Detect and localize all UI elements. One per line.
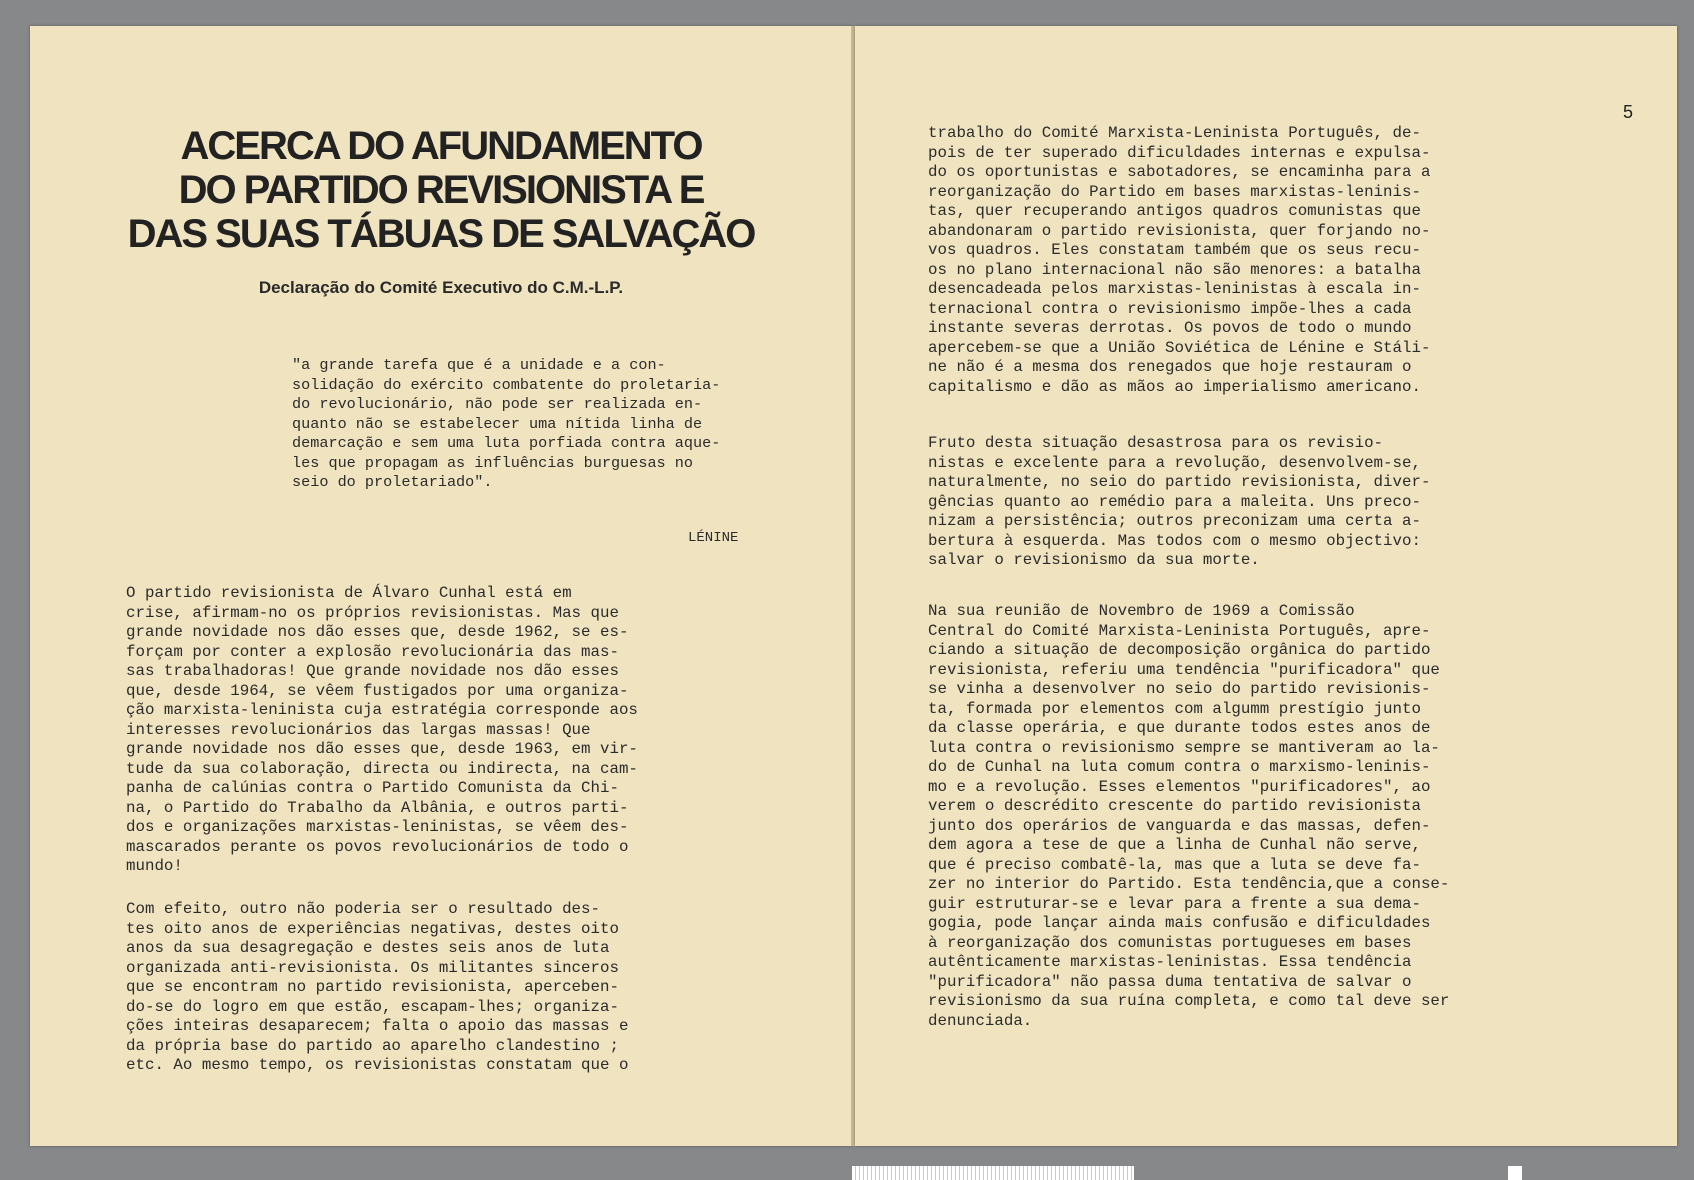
text-line: crise, afirmam-no os próprios revisionistas. Mas que xyxy=(126,603,619,622)
text-line: dos e organizações marxistas-leninistas, se vêem des- xyxy=(126,818,629,836)
text-line: apercebem-se que a União Soviética de Lénine e Stáli- xyxy=(928,338,1431,357)
text-line: mascarados perante os povos revolucionários de todo o xyxy=(126,837,629,856)
quote-line: quanto não se estabelecer uma nítida linha de xyxy=(292,414,703,433)
text-line: à reorganização dos comunistas portugueses em bases xyxy=(928,933,1412,952)
text-line: tas, quer recuperando antigos quadros comunistas que xyxy=(928,202,1421,220)
left-paragraph-1 xyxy=(126,584,638,877)
text-line: tes oito anos de experiências negativas, destes oito xyxy=(126,919,619,938)
text-line: capitalismo e dão as mãos ao imperialismo americano. xyxy=(928,377,1421,396)
text-line: forçam por conter a explosão revolucionária das mas- xyxy=(126,642,619,661)
text-line: instante severas derrotas. Os povos de todo o mundo xyxy=(928,319,1412,337)
text-line: luta contra o revisionismo sempre se mantiveram ao la- xyxy=(928,738,1440,757)
text-line: interesses revolucionários das largas massas! Que xyxy=(126,720,591,739)
text-line: naturalmente, no seio do partido revisionista, diver- xyxy=(928,473,1431,491)
quote-line: les que propagam as influências burguesas no xyxy=(292,453,694,472)
text-line: guir estruturar-se e levar para a frente a sua dema- xyxy=(928,894,1421,913)
article-title xyxy=(70,124,812,256)
epigraph-quote xyxy=(292,356,720,493)
quote-author: LÉNINE xyxy=(688,530,739,546)
text-line: grande novidade nos dão esses que, desde 1963, em vir- xyxy=(126,740,638,758)
text-line: grande novidade nos dão esses que, desde 1962, se es- xyxy=(126,623,629,641)
text-line: bertura à esquerda. Mas todos com o mesmo objectivo: xyxy=(928,531,1421,550)
text-line: que é preciso combatê-la, mas que a luta se deve fa- xyxy=(928,855,1421,874)
text-line: autênticamente marxistas-leninistas. Essa tendência xyxy=(928,953,1412,971)
text-line: vos quadros. Eles constatam também que os seus recu- xyxy=(928,241,1421,259)
text-line: revisionista, referiu uma tendência "purificadora" que xyxy=(928,660,1440,679)
left-paragraph-2 xyxy=(126,900,628,1076)
text-line: ternacional contra o revisionismo impõe-lhes a cada xyxy=(928,299,1412,318)
quote-line: "a grande tarefa que é a unidade e a con- xyxy=(292,356,666,374)
text-line: reorganização do Partido em bases marxistas-leninis- xyxy=(928,182,1421,201)
text-line: mundo! xyxy=(126,857,183,875)
text-line: que se encontram no partido revisionista, aperceben- xyxy=(126,978,619,996)
text-line: panha de calúnias contra o Partido Comunista da Chi- xyxy=(126,779,619,797)
title-line: DO PARTIDO REVISIONISTA E xyxy=(178,168,704,212)
text-line: revisionismo da sua ruína completa, e como tal deve ser xyxy=(928,992,1450,1010)
text-line: sas trabalhadoras! Que grande novidade nos dão esses xyxy=(126,662,619,680)
text-line: mo e a revolução. Esses elementos "purificadores", ao xyxy=(928,777,1431,796)
title-line: DAS SUAS TÁBUAS DE SALVAÇÃO xyxy=(127,212,755,256)
right-paragraph-2 xyxy=(928,434,1430,571)
text-line: nistas e excelente para a revolução, desenvolvem-se, xyxy=(928,453,1421,472)
title-line: ACERCA DO AFUNDAMENTO xyxy=(180,124,702,168)
text-line: se vinha a desenvolver no seio do partido revisionis- xyxy=(928,680,1431,698)
text-line: gogia, pode lançar ainda mais confusão e dificuldades xyxy=(928,914,1431,932)
quote-line: solidação do exército combatente do proletaria- xyxy=(292,375,721,394)
page-number: 5 xyxy=(1623,102,1634,122)
text-line: gências quanto ao remédio para a maleita. Uns preco- xyxy=(928,492,1421,511)
text-line: organizada anti-revisionista. Os militantes sinceros xyxy=(126,958,619,977)
text-line: trabalho do Comité Marxista-Leninista Português, de- xyxy=(928,124,1421,142)
text-line: do de Cunhal na luta comum contra o marxismo-leninis- xyxy=(928,758,1431,776)
right-paragraph-3 xyxy=(928,602,1449,1031)
text-line: junto dos operários de vanguarda e das massas, defen- xyxy=(928,816,1431,835)
text-line: salvar o revisionismo da sua morte. xyxy=(928,551,1260,569)
quote-line: demarcação e sem uma luta porfiada contra aque- xyxy=(292,434,721,452)
text-line: abandonaram o partido revisionista, quer forjando no- xyxy=(928,221,1431,240)
text-line: ciando a situação de decomposição orgânica do partido xyxy=(928,641,1431,659)
text-line: O partido revisionista de Álvaro Cunhal está em xyxy=(126,584,572,602)
text-line: zer no interior do Partido. Esta tendência,que a conse- xyxy=(928,875,1450,893)
text-line: os no plano internacional não são menores: a batalha xyxy=(928,260,1421,279)
text-line: ne não é a mesma dos renegados que hoje restauram o xyxy=(928,358,1412,376)
text-line: na, o Partido do Trabalho da Albânia, e outros parti- xyxy=(126,798,629,817)
article-subtitle: Declaração do Comité Executivo do C.M.-L.P. xyxy=(258,278,624,297)
scale-ruler xyxy=(852,1166,1134,1180)
text-line: Na sua reunião de Novembro de 1969 a Comissão xyxy=(928,602,1355,620)
text-line: ta, formada por elementos com algumm prestígio junto xyxy=(928,699,1421,718)
text-line: verem o descrédito crescente do partido revisionista xyxy=(928,797,1421,815)
quote-line: seio do proletariado". xyxy=(292,473,493,491)
text-line: "purificadora" não passa duma tentativa de salvar o xyxy=(928,972,1412,991)
right-page xyxy=(855,26,1677,1146)
text-line: anos da sua desagregação e destes seis anos de luta xyxy=(126,939,610,957)
quote-line: do revolucionário, não pode ser realizada en- xyxy=(292,395,703,413)
text-line: etc. Ao mesmo tempo, os revisionistas constatam que o xyxy=(126,1056,629,1074)
right-paragraph-1 xyxy=(928,124,1430,397)
text-line: que, desde 1964, se vêem fustigados por uma organiza- xyxy=(126,681,629,700)
text-line: do-se do logro em que estão, escapam-lhes; organiza- xyxy=(126,997,619,1016)
text-line: Fruto desta situação desastrosa para os revisio- xyxy=(928,434,1384,452)
left-page xyxy=(30,26,852,1146)
text-line: Com efeito, outro não poderia ser o resultado des- xyxy=(126,900,600,918)
text-line: tude da sua colaboração, directa ou indirecta, na cam- xyxy=(126,759,638,778)
text-line: pois de ter superado dificuldades internas e expulsa- xyxy=(928,143,1431,162)
text-line: Central do Comité Marxista-Leninista Português, apre- xyxy=(928,621,1431,640)
text-line: nizam a persistência; outros preconizam uma certa a- xyxy=(928,512,1421,530)
text-line: ções inteiras desaparecem; falta o apoio das massas e xyxy=(126,1017,629,1035)
text-line: desencadeada pelos marxistas-leninistas à escala in- xyxy=(928,280,1421,298)
text-line: ção marxista-leninista cuja estratégia corresponde aos xyxy=(126,701,638,719)
text-line: da classe operária, e que durante todos estes anos de xyxy=(928,719,1431,737)
text-line: dem agora a tese de que a linha de Cunhal não serve, xyxy=(928,836,1421,854)
text-line: da própria base do partido ao aparelho clandestino ; xyxy=(126,1036,619,1055)
text-line: denunciada. xyxy=(928,1011,1033,1030)
ruler-marker xyxy=(1508,1166,1522,1180)
text-line: do os oportunistas e sabotadores, se encaminha para a xyxy=(928,163,1431,181)
